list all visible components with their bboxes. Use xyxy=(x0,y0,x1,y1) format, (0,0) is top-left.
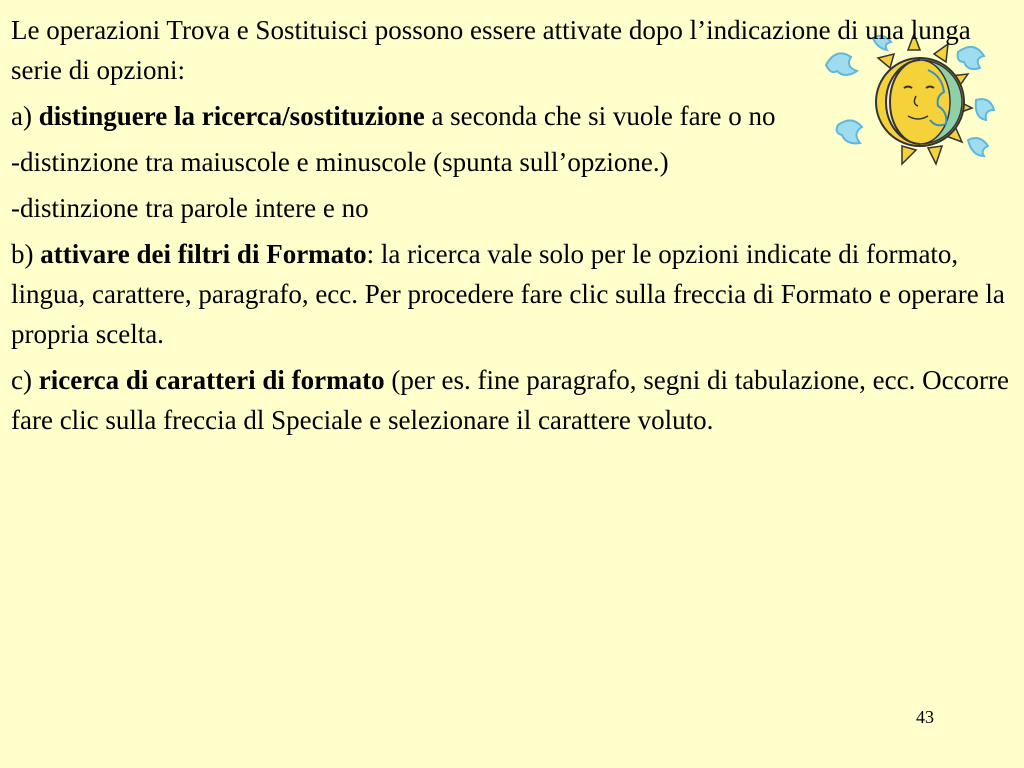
option-c-paragraph xyxy=(11,360,1016,440)
paragraph-suffix: a seconda che si vuole fare o no xyxy=(424,101,776,131)
paragraph-text: -distinzione tra parole intere e no xyxy=(11,193,369,223)
paragraph-prefix: b) xyxy=(11,239,41,269)
case-sensitivity-paragraph xyxy=(11,142,1016,182)
paragraph-bold-term: distinguere la ricerca/sostituzione xyxy=(38,101,425,131)
option-a-paragraph xyxy=(11,96,1016,136)
page-number: 43 xyxy=(916,707,934,727)
whole-words-paragraph xyxy=(11,188,1016,228)
paragraph-bold-term: attivare dei filtri di Formato xyxy=(40,239,367,269)
paragraph-prefix: a) xyxy=(11,101,39,131)
paragraph-bold-term: ricerca di caratteri di formato xyxy=(38,365,385,395)
option-b-paragraph xyxy=(11,234,1016,354)
paragraph-prefix: c) xyxy=(11,365,39,395)
paragraph-text: -distinzione tra maiuscole e minuscole (spunta sull’opzione.) xyxy=(11,147,669,177)
paragraph-text: Le operazioni Trova e Sostituisci possono essere attivate dopo l’indicazione di una lunga serie di opzioni: xyxy=(11,15,971,85)
intro-paragraph xyxy=(11,10,1016,90)
paragraph-suffix: : la ricerca vale solo per le opzioni indicate di formato, lingua, carattere, paragrafo, ecc. Per procedere fare clic sulla freccia di Formato e operare la propria scelta. xyxy=(11,239,1005,349)
slide-body xyxy=(11,10,1016,446)
paragraph-suffix: (per es. fine paragrafo, segni di tabulazione, ecc. Occorre fare clic sulla freccia dl Speciale e selezionare il carattere voluto. xyxy=(11,365,1010,435)
